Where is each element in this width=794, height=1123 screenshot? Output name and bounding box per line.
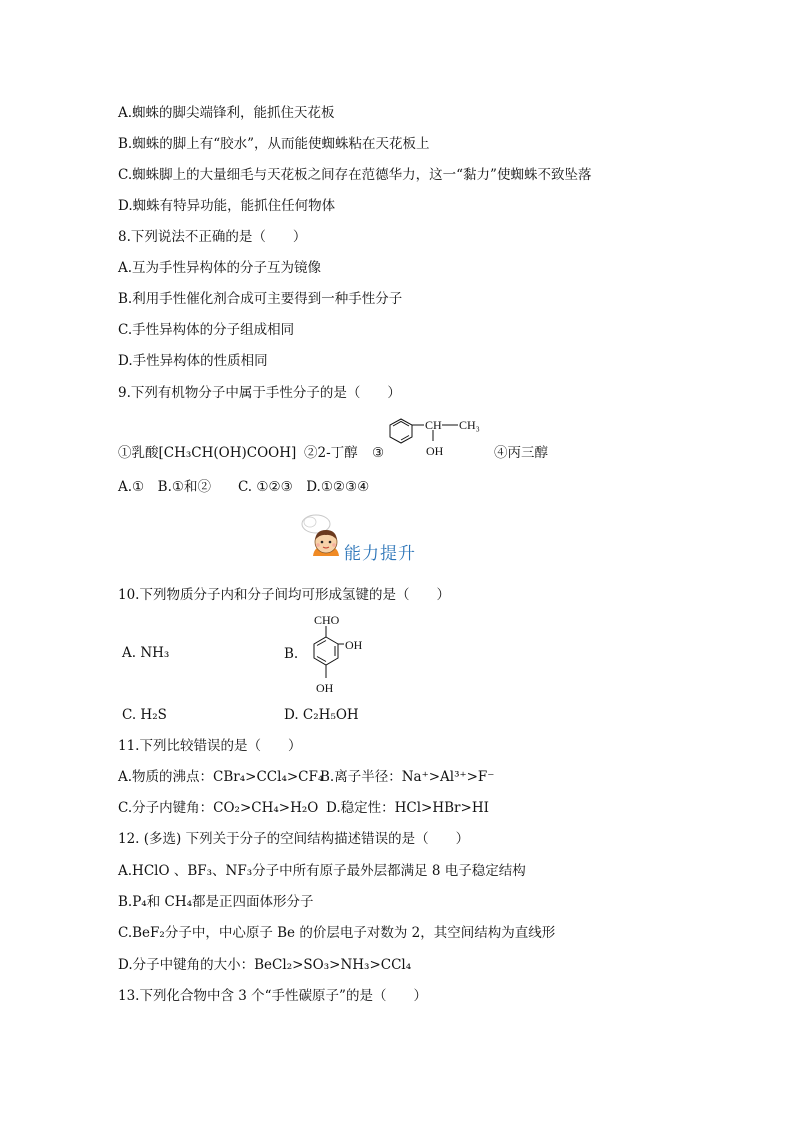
- q7-option-c: C.蜘蛛脚上的大量细毛与天花板之间存在范德华力，这一“黏力”使蜘蛛不致坠落: [118, 167, 592, 183]
- q8-stem: 8.下列说法不正确的是（ ）: [118, 229, 307, 245]
- q10-stem: 10.下列物质分子内和分子间均可形成氢键的是（ ）: [118, 587, 450, 603]
- q10-structure-dihydroxybenzaldehyde: [298, 610, 378, 700]
- q10-struct-oh-bottom: OH: [316, 681, 334, 695]
- q7-option-b: B.蜘蛛的脚上有“胶水”，从而能使蜘蛛粘在天花板上: [118, 136, 430, 152]
- q9-structure-phenylethanol: [388, 413, 488, 461]
- q9-item-2: ②2-丁醇: [304, 445, 358, 461]
- section-badge-label: 能力提升: [344, 544, 416, 564]
- q10-option-d: D. C₂H₅OH: [284, 707, 359, 723]
- q9-struct-ch: CH: [425, 418, 442, 432]
- q13-stem: 13.下列化合物中含 3 个“手性碳原子”的是（ ）: [118, 988, 427, 1004]
- q9-item-4: ④丙三醇: [494, 445, 548, 461]
- q8-option-c: C.手性异构体的分子组成相同: [118, 322, 295, 338]
- q11-option-b: B.离子半径：Na⁺>Al³⁺>F⁻: [320, 769, 495, 785]
- q9-item-3: ③: [372, 445, 385, 461]
- q10-option-a: A. NH₃: [122, 645, 170, 661]
- q10-struct-oh-right: OH: [345, 638, 363, 652]
- q11-option-d: D.稳定性：HCl>HBr>HI: [326, 800, 489, 816]
- q7-option-d: D.蜘蛛有特异功能，能抓住任何物体: [118, 198, 336, 214]
- q10-option-c: C. H₂S: [122, 707, 167, 723]
- q12-stem: 12. (多选) 下列关于分子的空间结构描述错误的是（ ）: [118, 831, 470, 847]
- q12-option-d: D.分子中键角的大小：BeCl₂>SO₃>NH₃>CCl₄: [118, 957, 412, 973]
- q11-option-c: C.分子内键角：CO₂>CH₄>H₂O: [118, 800, 319, 816]
- q10-struct-cho: CHO: [314, 613, 340, 627]
- q11-option-a: A.物质的沸点：CBr₄>CCl₄>CF₄: [118, 769, 324, 785]
- q9-struct-oh: OH: [426, 444, 444, 458]
- q12-option-a: A.HClO 、BF₃、NF₃分子中所有原子最外层都满足 8 电子稳定结构: [118, 863, 526, 879]
- section-badge: [296, 512, 436, 568]
- q10-option-b: B.: [284, 646, 299, 662]
- q9-struct-ch3: CH₃: [459, 418, 480, 432]
- q12-option-b: B.P₄和 CH₄都是正四面体形分子: [118, 894, 314, 910]
- q12-option-c: C.BeF₂分子中，中心原子 Be 的价层电子对数为 2，其空间结构为直线形: [118, 925, 556, 941]
- q8-option-b: B.利用手性催化剂合成可主要得到一种手性分子: [118, 291, 403, 307]
- q9-stem: 9.下列有机物分子中属于手性分子的是（ ）: [118, 385, 401, 401]
- q8-option-d: D.手性异构体的性质相同: [118, 353, 268, 369]
- q8-option-a: A.互为手性异构体的分子互为镜像: [118, 260, 322, 276]
- q9-item-1: ①乳酸[CH₃CH(OH)COOH]: [118, 445, 297, 461]
- q7-option-a: A.蜘蛛的脚尖端锋利，能抓住天花板: [118, 105, 335, 121]
- q11-stem: 11.下列比较错误的是（ ）: [118, 738, 302, 754]
- q9-options: A.① B.①和② C. ①②③ D.①②③④: [118, 479, 370, 495]
